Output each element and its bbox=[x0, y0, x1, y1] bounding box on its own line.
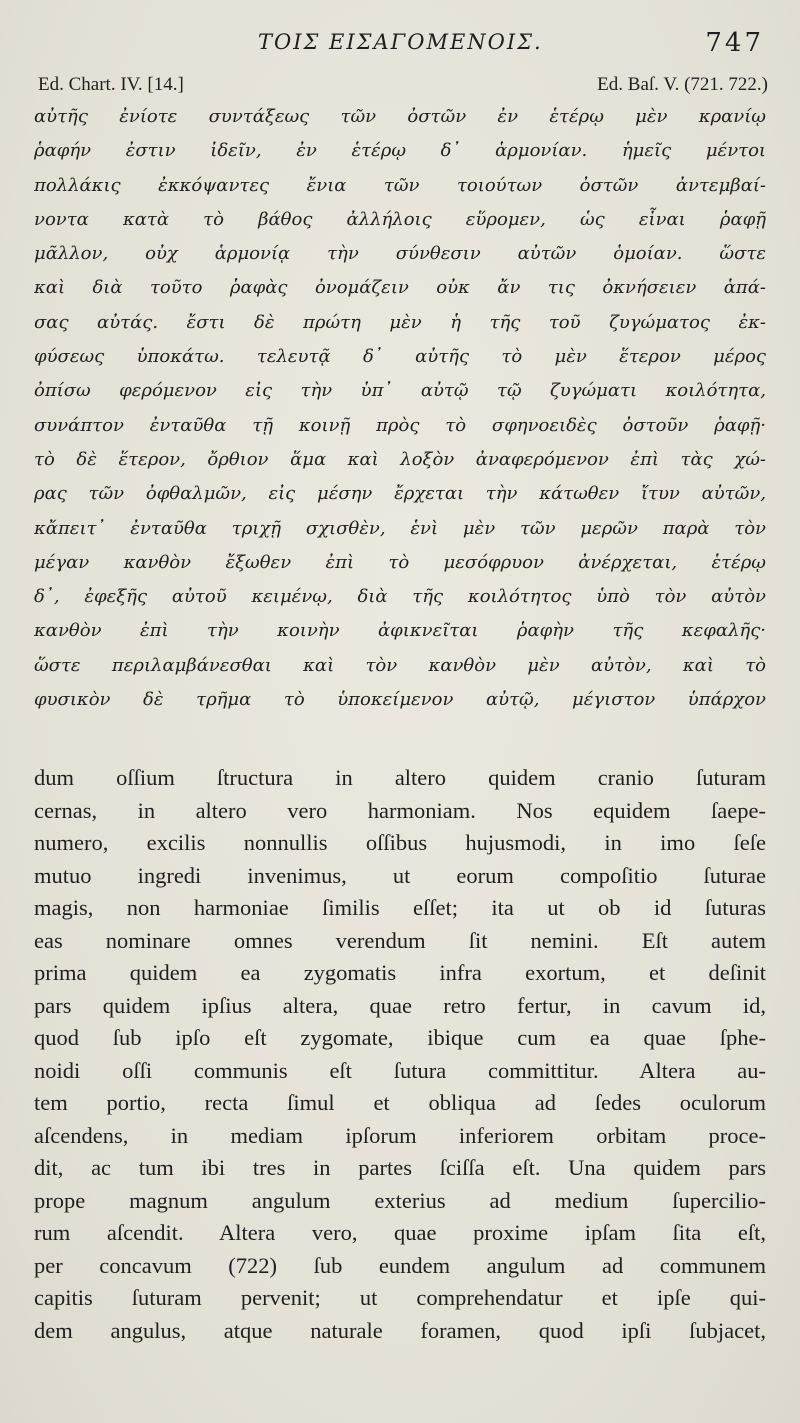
greek-text-line: ρας τῶν ὀφθαλμῶν, εἰς μέσην ἔρχεται τὴν κάτωθεν ἴτυν αὐτῶν, bbox=[34, 483, 766, 505]
latin-text-line: dit, ac tum ibi tres in partes ſciſſa eſt. Una quidem pars bbox=[34, 1155, 766, 1180]
latin-text-line: cernas, in altero vero harmoniam. Nos equidem ſaepe- bbox=[34, 797, 766, 823]
greek-text-line: μέγαν κανθὸν ἔξωθεν ἐπὶ τὸ μεσόφρυον ἀνέρχεται, ἑτέρῳ bbox=[34, 551, 766, 573]
greek-text-line: δ᾿, ἐφεξῆς αὐτοῦ κειμένῳ, διὰ τῆς κοιλότητος ὑπὸ τὸν αὐτὸν bbox=[34, 586, 766, 608]
latin-text-line: pars quidem ipſius altera, quae retro fertur, in cavum id, bbox=[34, 992, 766, 1018]
latin-text-line: tem portio, recta ſimul et obliqua ad ſedes oculorum bbox=[34, 1090, 766, 1115]
running-head bbox=[0, 28, 800, 62]
greek-text-line: μᾶλλον, οὐχ ἁρμονίᾳ τὴν σύνθεσιν αὐτῶν ὁμοίαν. ὥστε bbox=[34, 243, 766, 265]
greek-text-line: σας αὐτάς. ἔστι δὲ πρώτη μὲν ἡ τῆς τοῦ ζυγώματος ἐκ- bbox=[34, 311, 766, 333]
greek-text-line: πολλάκις ἐκκόψαντες ἔνια τῶν τοιούτων ὀστῶν ἀντεμβαί- bbox=[34, 174, 766, 196]
latin-text-line: numero, excilis nonnullis oſſibus hujusmodi, in imo ſeſe bbox=[34, 830, 766, 855]
latin-text-line: per concavum (722) ſub eundem angulum ad communem bbox=[34, 1252, 766, 1278]
greek-text-line: ῥαφήν ἐστιν ἰδεῖν, ἐν ἑτέρῳ δ᾿ ἁρμονίαν. ἡμεῖς μέντοι bbox=[34, 140, 766, 162]
greek-text-block bbox=[34, 100, 766, 717]
greek-text-line: ὀπίσω φερόμενον εἰς τὴν ὑπ᾿ αὐτῷ τῷ ζυγώματι κοιλότητα, bbox=[34, 380, 766, 402]
latin-text-line: rum aſcendit. Altera vero, quae proxime ipſam ſita eſt, bbox=[34, 1220, 766, 1245]
latin-text-line: eas nominare omnes verendum ſit nemini. Eſt autem bbox=[34, 927, 766, 953]
latin-text-line: dum oſſium ſtructura in altero quidem cranio ſuturam bbox=[34, 765, 766, 790]
latin-text-block bbox=[34, 762, 766, 1347]
latin-text-line: magis, non harmoniae ſimilis eſſet; ita ut ob id ſuturas bbox=[34, 895, 766, 920]
page-number: 747 bbox=[705, 28, 764, 58]
greek-text-line: φύσεως ὑποκάτω. τελευτᾷ δ᾿ αὐτῆς τὸ μὲν ἕτερον μέρος bbox=[34, 346, 766, 368]
edition-reference-chartier: Ed. Chart. IV. [14.] bbox=[38, 74, 184, 95]
greek-text-line: κανθὸν ἐπὶ τὴν κοινὴν ἀφικνεῖται ῥαφὴν τῆς κεφαλῆς· bbox=[34, 620, 766, 642]
greek-text-line: συνάπτον ἐνταῦθα τῇ κοινῇ πρὸς τὸ σφηνοειδὲς ὀστοῦν ῥαφῇ· bbox=[34, 414, 766, 436]
latin-text-line: noidi oſſi communis eſt ſutura committitur. Altera au- bbox=[34, 1057, 766, 1083]
latin-text-line: quod ſub ipſo eſt zygomate, ibique cum ea quae ſphe- bbox=[34, 1025, 766, 1050]
greek-text-line: κἄπειτ᾿ ἐνταῦθα τριχῇ σχισθὲν, ἑνὶ μὲν τῶν μερῶν παρὰ τὸν bbox=[34, 517, 766, 539]
running-title: ΤΟΙΣ ΕΙΣΑΓΟΜΕΝΟΙΣ. bbox=[258, 30, 543, 54]
latin-text-line: dem angulus, atque naturale foramen, quod ipſi ſubjacet, bbox=[34, 1317, 766, 1343]
edition-reference-line bbox=[38, 74, 768, 102]
latin-text-line: aſcendens, in mediam ipſorum inferiorem orbitam proce- bbox=[34, 1122, 766, 1148]
greek-text-line: τὸ δὲ ἕτερον, ὄρθιον ἅμα καὶ λοξὸν ἀναφερόμενον ἐπὶ τὰς χώ- bbox=[34, 448, 766, 470]
greek-text-line: φυσικὸν δὲ τρῆμα τὸ ὑποκείμενον αὐτῷ, μέγιστον ὑπάρχον bbox=[34, 689, 766, 711]
latin-text-line: prima quidem ea zygomatis infra exortum, et deſinit bbox=[34, 960, 766, 985]
greek-text-line: αὐτῆς ἐνίοτε συντάξεως τῶν ὀστῶν ἐν ἑτέρῳ μὲν κρανίῳ bbox=[34, 106, 766, 127]
edition-reference-basel: Ed. Baſ. V. (721. 722.) bbox=[597, 74, 768, 95]
greek-text-line: καὶ διὰ τοῦτο ῥαφὰς ὀνομάζειν οὐκ ἄν τις ὀκνήσειεν ἁπά- bbox=[34, 277, 766, 299]
latin-text-line: prope magnum angulum exterius ad medium ſupercilio- bbox=[34, 1187, 766, 1213]
greek-text-line: νοντα κατὰ τὸ βάθος ἀλλήλοις εὕρομεν, ὡς εἶναι ῥαφῇ bbox=[34, 208, 766, 230]
greek-text-line: ὥστε περιλαμβάνεσθαι καὶ τὸν κανθὸν μὲν αὐτὸν, καὶ τὸ bbox=[34, 654, 766, 676]
latin-text-line: mutuo ingredi invenimus, ut eorum compoſitio ſuturae bbox=[34, 862, 766, 888]
latin-text-line: capitis ſuturam pervenit; ut comprehendatur et ipſe qui- bbox=[34, 1285, 766, 1310]
